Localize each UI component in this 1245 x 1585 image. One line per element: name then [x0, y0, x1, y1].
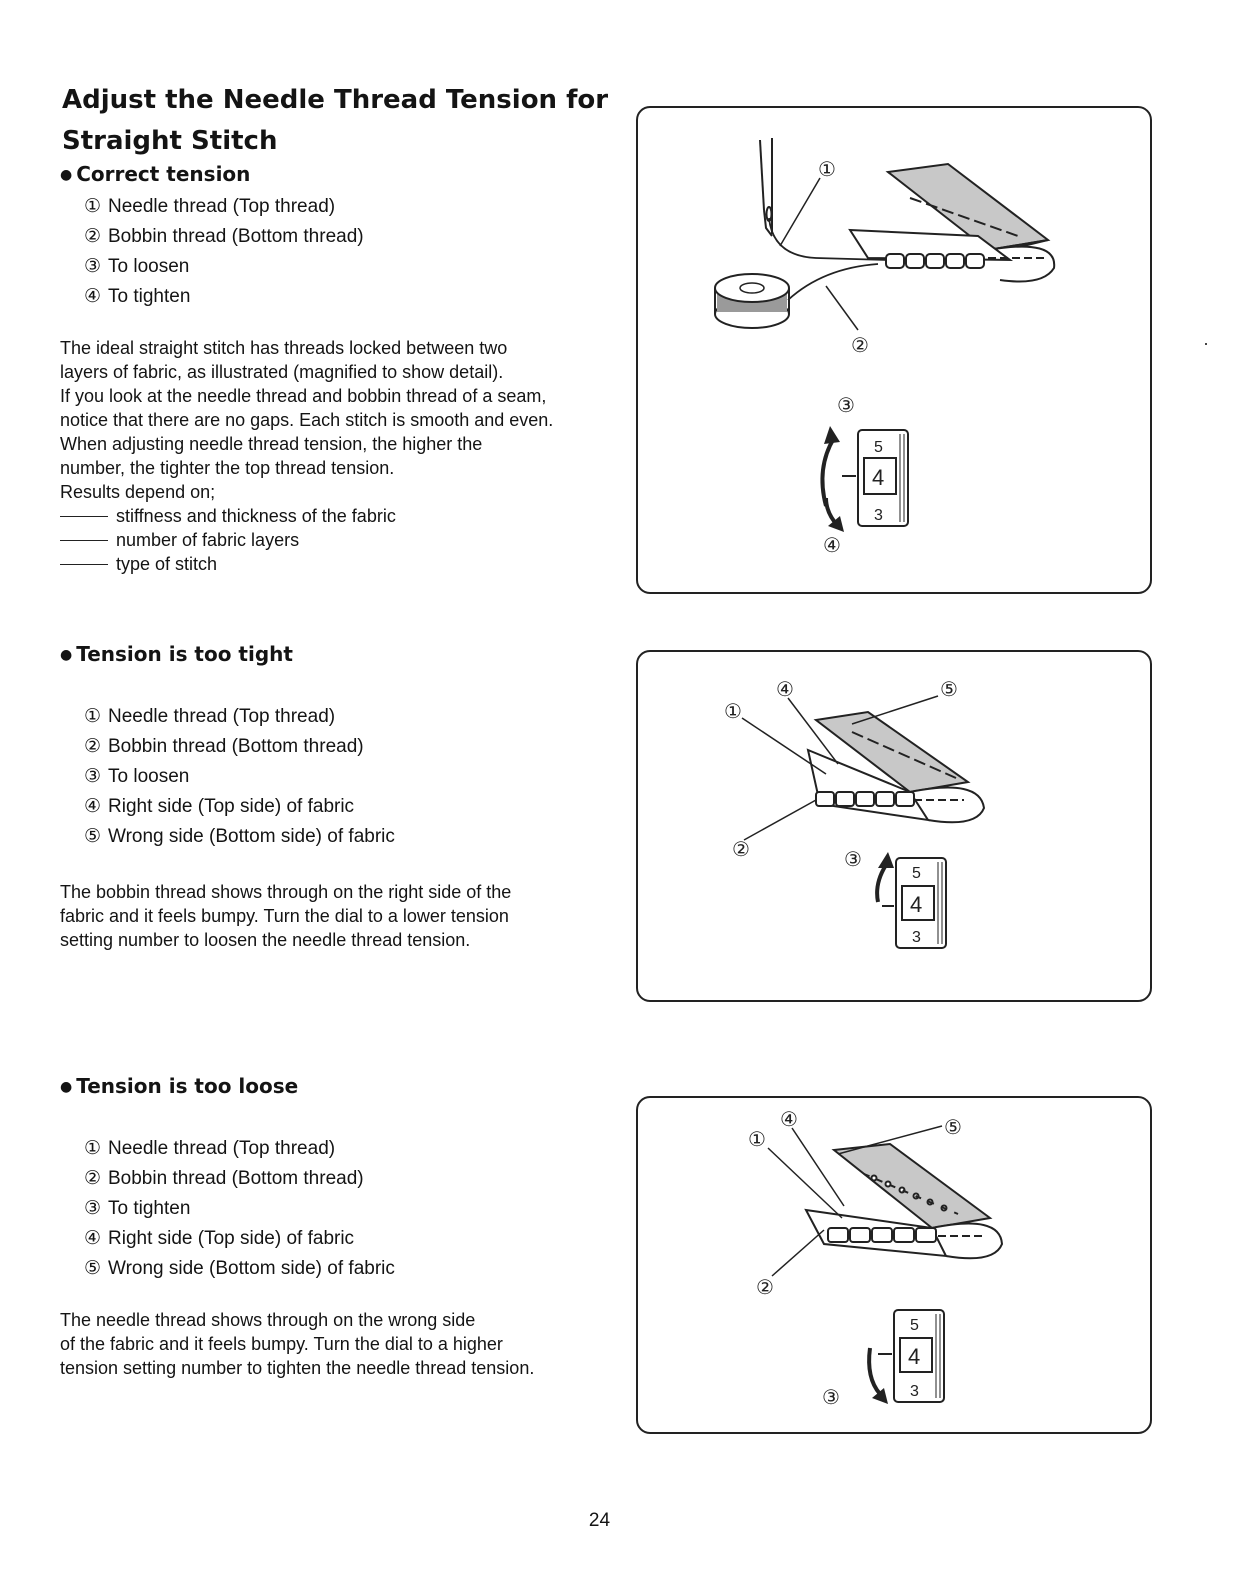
- callout-2: ②: [756, 1275, 774, 1299]
- paragraph-line: layers of fabric, as illustrated (magnified to show detail).: [60, 362, 504, 382]
- factor-text: type of stitch: [116, 554, 218, 574]
- too-tight-illustration: [638, 652, 1154, 1004]
- callout-5: ⑤: [940, 677, 958, 701]
- legend-item: [84, 762, 395, 792]
- legend-list-too-loose: [84, 1134, 395, 1284]
- bullet-icon: ●: [60, 167, 73, 183]
- section-heading-too-tight: [60, 642, 293, 667]
- callout-marker: ②: [84, 226, 102, 247]
- callout-5: ⑤: [944, 1115, 962, 1139]
- paragraph-line: The needle thread shows through on the wrong side: [60, 1310, 476, 1330]
- fabric-layers-icon: [806, 1144, 1002, 1258]
- paragraph-line: fabric and it feels bumpy. Turn the dial to a lower tension: [60, 906, 509, 926]
- dial-number-3: 3: [912, 929, 921, 946]
- legend-text: To tighten: [108, 1198, 191, 1219]
- legend-text: Bobbin thread (Bottom thread): [108, 226, 364, 247]
- legend-item: [84, 1254, 395, 1284]
- legend-item: [84, 192, 364, 222]
- callout-marker: ③: [84, 766, 102, 787]
- section-heading-text: Tension is too tight: [76, 642, 293, 666]
- section-heading-text: Tension is too loose: [76, 1074, 299, 1098]
- factor-text: number of fabric layers: [116, 530, 300, 550]
- dial-number-4: 4: [908, 1344, 921, 1369]
- scan-speck: [1205, 343, 1207, 345]
- legend-item: [84, 702, 395, 732]
- legend-text: To loosen: [108, 766, 190, 787]
- paragraph-line: notice that there are no gaps. Each stitch is smooth and even.: [60, 410, 554, 430]
- description-too-loose: [60, 1308, 534, 1380]
- tension-dial-icon: [822, 426, 908, 532]
- bullet-icon: ●: [60, 1079, 73, 1095]
- legend-text: Bobbin thread (Bottom thread): [108, 736, 364, 757]
- figure-too-loose: [636, 1096, 1152, 1434]
- dial-number-3: 3: [910, 1383, 919, 1400]
- callout-marker: ④: [84, 1228, 102, 1249]
- bobbin-icon: [715, 274, 789, 328]
- legend-list-correct-tension: [84, 192, 364, 312]
- callout-3: ③: [822, 1385, 840, 1409]
- callout-4: ④: [780, 1107, 798, 1131]
- legend-item: [84, 252, 364, 282]
- legend-text: Wrong side (Bottom side) of fabric: [108, 1258, 395, 1279]
- fabric-layers-icon: [850, 164, 1054, 282]
- legend-text: Right side (Top side) of fabric: [108, 1228, 355, 1249]
- callout-2: ②: [732, 837, 750, 861]
- page-number: 24: [588, 1510, 611, 1531]
- callout-marker: ②: [84, 1168, 102, 1189]
- dial-number-4: 4: [872, 465, 885, 490]
- legend-text: Needle thread (Top thread): [108, 1138, 336, 1159]
- factor-item: [60, 528, 553, 552]
- legend-item: [84, 1194, 395, 1224]
- page-title: Adjust the Needle Thread Tension for Straight Stitch: [62, 85, 609, 156]
- dial-number-4: 4: [910, 892, 923, 917]
- section-heading-correct-tension: [60, 162, 250, 187]
- legend-item: [84, 1224, 395, 1254]
- paragraph-line: The ideal straight stitch has threads locked between two: [60, 338, 508, 358]
- legend-list-too-tight: [84, 702, 395, 852]
- legend-item: [84, 282, 364, 312]
- legend-item: [84, 792, 395, 822]
- paragraph-line: If you look at the needle thread and bobbin thread of a seam,: [60, 386, 547, 406]
- section-heading-text: Correct tension: [76, 162, 251, 186]
- callout-marker: ③: [84, 1198, 102, 1219]
- section-heading-too-loose: [60, 1074, 298, 1099]
- dash-icon: [60, 516, 108, 517]
- figure-correct-tension: [636, 106, 1152, 594]
- legend-text: To tighten: [108, 286, 191, 307]
- callout-marker: ④: [84, 796, 102, 817]
- paragraph-line: The bobbin thread shows through on the right side of the: [60, 882, 512, 902]
- legend-text: Right side (Top side) of fabric: [108, 796, 355, 817]
- dial-number-5: 5: [910, 1317, 919, 1334]
- fabric-layers-icon: [808, 712, 984, 822]
- callout-1: ①: [748, 1127, 766, 1151]
- callout-marker: ①: [84, 1138, 102, 1159]
- callout-3: ③: [837, 393, 855, 417]
- tension-dial-icon: [869, 1310, 944, 1404]
- paragraph-line: When adjusting needle thread tension, the higher the: [60, 434, 483, 454]
- callout-marker: ③: [84, 256, 102, 277]
- paragraph-line: number, the tighter the top thread tension.: [60, 458, 395, 478]
- correct-tension-illustration: [638, 108, 1154, 596]
- dash-icon: [60, 564, 108, 565]
- callout-marker: ④: [84, 286, 102, 307]
- paragraph-line: of the fabric and it feels bumpy. Turn the dial to a higher: [60, 1334, 503, 1354]
- legend-item: [84, 222, 364, 252]
- callout-marker: ⑤: [84, 826, 102, 847]
- legend-text: Needle thread (Top thread): [108, 706, 336, 727]
- dial-number-5: 5: [874, 439, 883, 456]
- callout-marker: ①: [84, 196, 102, 217]
- legend-text: Bobbin thread (Bottom thread): [108, 1168, 364, 1189]
- callout-1: ①: [724, 699, 742, 723]
- legend-item: [84, 1134, 395, 1164]
- factor-item: [60, 504, 553, 528]
- legend-item: [84, 732, 395, 762]
- callout-marker: ②: [84, 736, 102, 757]
- callout-1: ①: [818, 157, 836, 181]
- legend-text: Wrong side (Bottom side) of fabric: [108, 826, 395, 847]
- callout-3: ③: [844, 847, 862, 871]
- callout-marker: ①: [84, 706, 102, 727]
- factor-item: [60, 552, 553, 576]
- description-correct-tension: [60, 336, 553, 576]
- paragraph-line: Results depend on;: [60, 482, 216, 502]
- too-loose-illustration: [638, 1098, 1154, 1436]
- legend-text: Needle thread (Top thread): [108, 196, 336, 217]
- description-too-tight: [60, 880, 511, 952]
- callout-4: ④: [823, 533, 841, 557]
- legend-text: To loosen: [108, 256, 190, 277]
- callout-4: ④: [776, 677, 794, 701]
- callout-2: ②: [851, 333, 869, 357]
- paragraph-line: setting number to loosen the needle thread tension.: [60, 930, 471, 950]
- paragraph-line: tension setting number to tighten the needle thread tension.: [60, 1358, 535, 1378]
- bullet-icon: ●: [60, 647, 73, 663]
- legend-item: [84, 822, 395, 852]
- legend-item: [84, 1164, 395, 1194]
- callout-marker: ⑤: [84, 1258, 102, 1279]
- figure-too-tight: [636, 650, 1152, 1002]
- dial-number-5: 5: [912, 865, 921, 882]
- dash-icon: [60, 540, 108, 541]
- factor-text: stiffness and thickness of the fabric: [116, 506, 396, 526]
- dial-number-3: 3: [874, 507, 883, 524]
